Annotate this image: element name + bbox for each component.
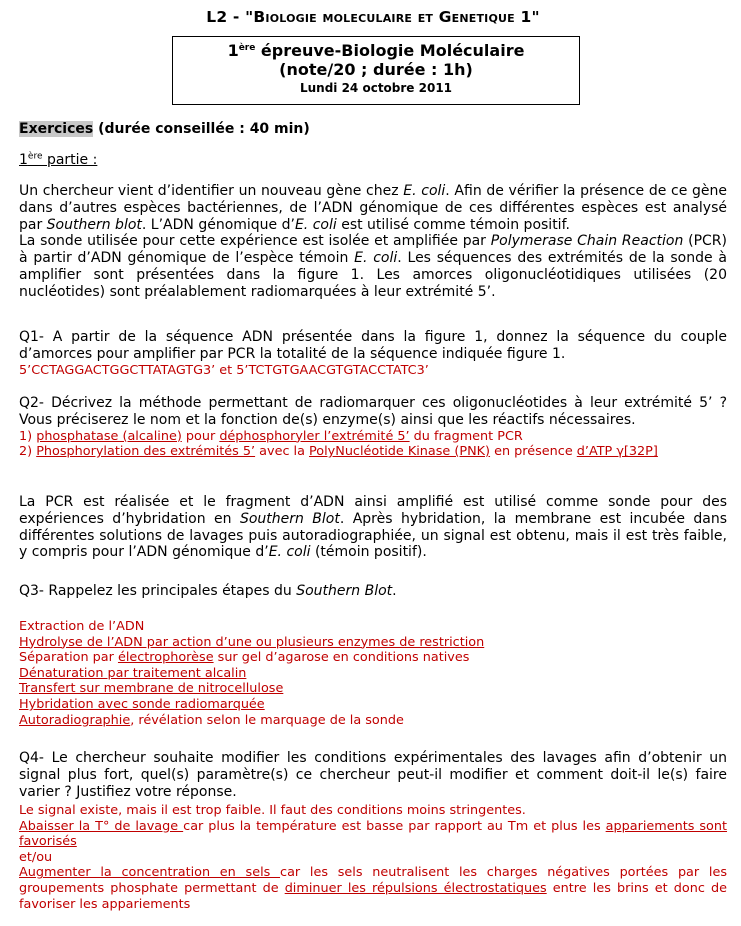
q1-answer: 5’CCTAGGACTGGCTTATAGTG3’ et 5’TCTGTGAACGTGTACCTATC3’ [19, 362, 429, 378]
part-label: partie : [42, 151, 98, 168]
exam-title [173, 41, 579, 60]
step-6: Hybridation avec sonde radiomarquée [19, 696, 265, 712]
exam-date: Lundi 24 octobre 2011 [299, 81, 453, 95]
q1-text: Q1- A partir de la séquence ADN présentée dans la figure 1, donnez la séquence du couple d’amorces pour amplifier par PCR la totalité de la séquence indiquée figure 1. [19, 329, 727, 362]
course-name: Biologie moleculaire et Genetique 1 [253, 8, 532, 26]
part-heading [19, 148, 727, 168]
hybridation-paragraph: La PCR est réalisée et le fragment d’ADN ainsi amplifié est utilisé comme sonde pour des expériences d’hybridation en Southern Blot. Après hybridation, la membrane est incubée dans différentes solutions de lavages puis autoradiographiée, un signal est obtenu, mais il est très faible, y compris pour l’ADN génomique d’E. coli (témoin positif). [19, 494, 727, 561]
step-7: Autoradiographie, révélation selon le marquage de la sonde [19, 712, 404, 728]
exercices-duration: (durée conseillée : 40 min) [93, 121, 310, 137]
q2-answer-2: 2) Phosphorylation des extrémités 5’ avec la PolyNucléotide Kinase (PNK) en présence d’ATP γ[32P] [19, 444, 658, 460]
step-2: Hydrolyse de l’ADN par action d’une ou plusieurs enzymes de restriction [19, 634, 485, 650]
q2-answer-1: 1) phosphatase (alcaline) pour déphosphoryler l’extrémité 5’ du fragment PCR [19, 428, 523, 444]
part-num: 1 [19, 151, 28, 168]
exam-title-text: épreuve-Biologie Moléculaire [255, 41, 525, 60]
step-3: Séparation par électrophorèse sur gel d’agarose en conditions natives [19, 650, 470, 666]
ordinal-sup: ère [238, 43, 256, 53]
q4-answer-2: Abaisser la T° de lavage car plus la température est basse par rapport au Tm et plus les appariements sont favorisés [19, 818, 728, 850]
header-prefix: L2 - " [206, 8, 254, 26]
exercices-heading [19, 121, 727, 138]
q4-answer-4: Augmenter la concentration en sels car les sels neutralisent les charges négatives portées par les groupements phosphate permettant de diminuer les répulsions électrostatiques entre les brins et donc de favoriser les appariements [19, 865, 727, 912]
question-4 [19, 750, 727, 800]
q3-answer-list [19, 619, 727, 728]
header-suffix: " [531, 8, 540, 26]
q4-answer [19, 803, 727, 912]
part-sup: ère [27, 151, 43, 161]
step-4: Dénaturation par traitement alcalin [19, 665, 247, 681]
ordinal-num: 1 [227, 41, 239, 60]
step-5: Transfert sur membrane de nitrocellulose [19, 681, 284, 697]
question-2 [19, 395, 727, 460]
q4-text: Q4- Le chercheur souhaite modifier les conditions expérimentales des lavages afin d’obtenir un signal plus fort, quel(s) paramètre(s) ce chercheur peut-il modifier et comment doit-il le(s) faire varier ? Justifiez votre réponse. [19, 750, 727, 800]
exam-title-box [172, 36, 580, 105]
q2-text: Q2- Décrivez la méthode permettant de radiomarquer ces oligonucléotides à leur extrémité 5’ ? Vous préciserez le nom et la fonction de(s) enzyme(s) ainsi que les réactifs nécessaires. [19, 395, 727, 428]
step-1: Extraction de l’ADN [19, 619, 145, 634]
course-header [19, 8, 727, 26]
question-3: Q3- Rappelez les principales étapes du Southern Blot. [19, 583, 397, 599]
q4-answer-1: Le signal existe, mais il est trop faible. Il faut des conditions moins stringentes. [19, 803, 526, 818]
exam-subtitle: (note/20 ; durée : 1h) [279, 60, 473, 79]
exercices-label: Exercices [19, 121, 94, 137]
intro-paragraph: Un chercheur vient d’identifier un nouveau gène chez E. coli. Afin de vérifier la présence de ce gène dans d’autres espèces bactériennes, de l’ADN génomique de ces différentes espèces est analysé par Southern blot. L’ADN génomique d’E. coli est utilisé comme témoin positif. La sonde utilisée pour cette expérience est isolée et amplifiée par Polymerase Chain Reaction (PCR) à partir d’ADN génomique de l’espèce témoin E. coli. Les séquences des extrémités de la sonde à amplifier sont présentées dans la figure 1. Les amorces oligonucléotidiques utilisées (20 nucléotides) sont préalablement radiomarquées à leur extrémité 5’. [19, 183, 727, 300]
question-1 [19, 329, 727, 378]
q4-answer-3: et/ou [19, 849, 53, 865]
